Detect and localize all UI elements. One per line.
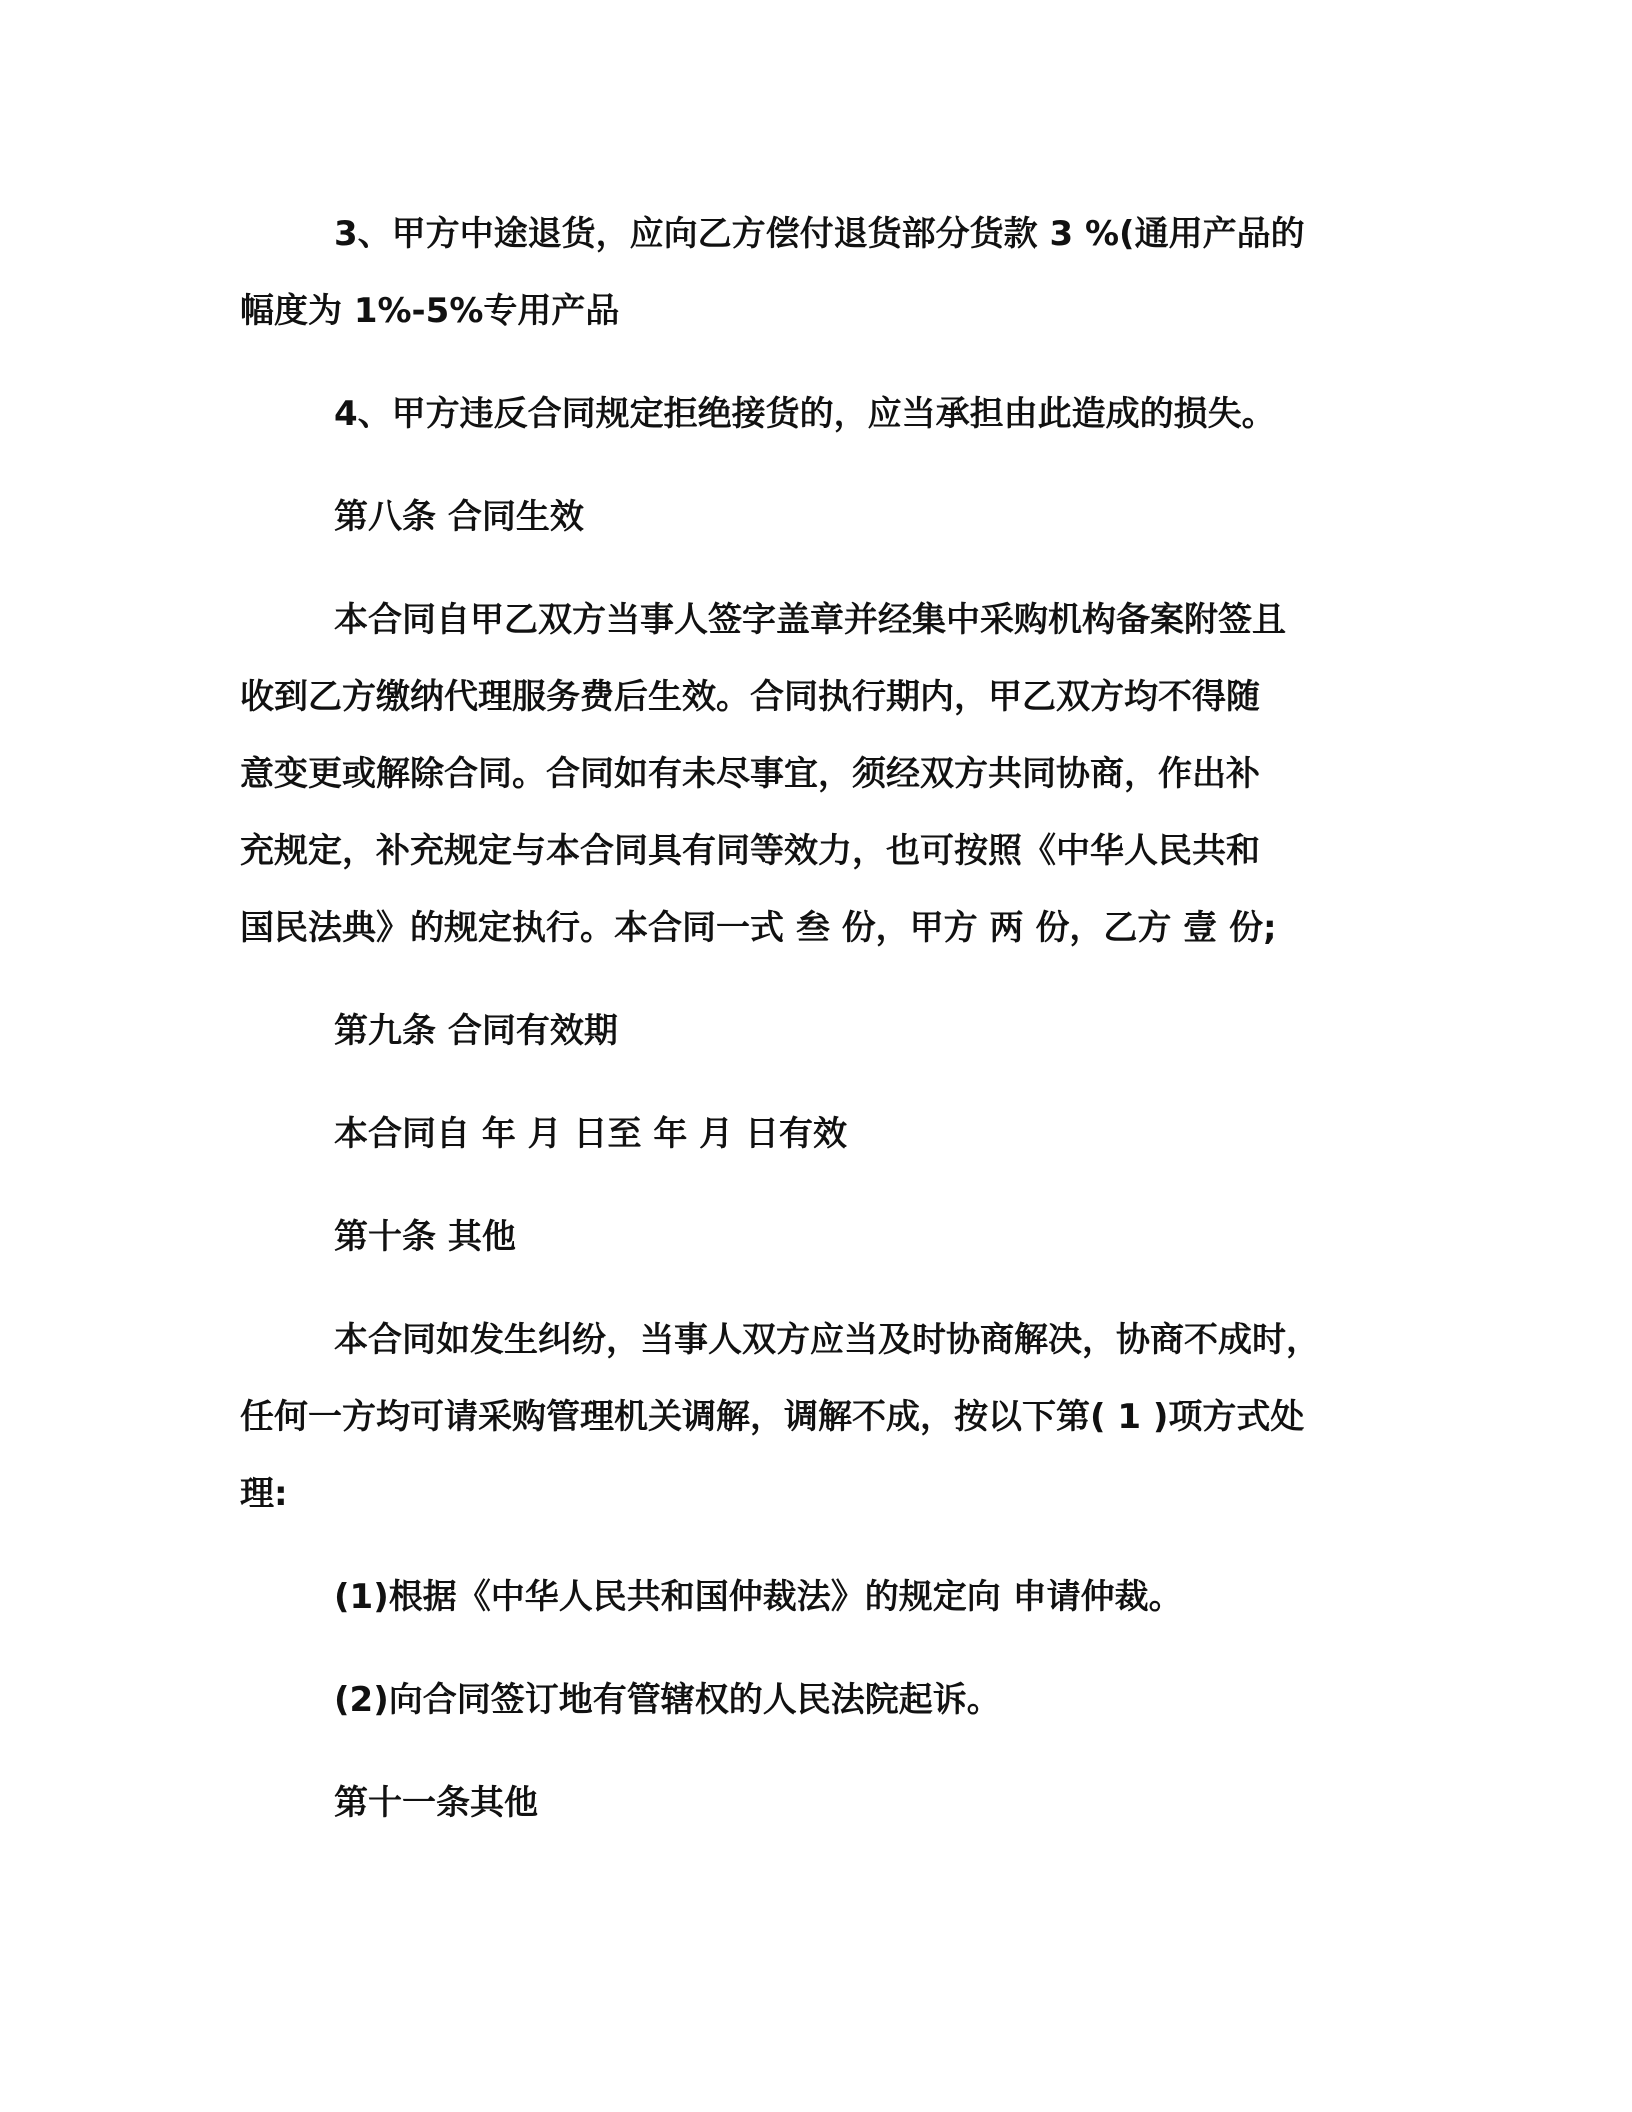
article-8-heading	[240, 479, 1390, 556]
text-line: (2)向合同签订地有管辖权的人民法院起诉。	[334, 1680, 1001, 1720]
dispute-option-2	[240, 1662, 1390, 1739]
clause-item-3	[240, 196, 1390, 350]
text-line: 3、甲方中途退货，应向乙方偿付退货部分货款 3 %(通用产品的	[334, 214, 1305, 254]
text-line: 本合同自 年 月 日至 年 月 日有效	[334, 1114, 848, 1154]
article-10-heading	[240, 1199, 1390, 1276]
text-line: 第八条 合同生效	[334, 497, 584, 537]
article-8-body	[240, 582, 1390, 967]
text-line: 第九条 合同有效期	[334, 1011, 618, 1051]
text-line: 任何一方均可请采购管理机关调解，调解不成，按以下第( 1 )项方式处	[240, 1397, 1305, 1437]
document-body	[240, 196, 1390, 1842]
text-line: 充规定，补充规定与本合同具有同等效力，也可按照《中华人民共和	[240, 831, 1260, 871]
dispute-option-1	[240, 1559, 1390, 1636]
text-line: 4、甲方违反合同规定拒绝接货的，应当承担由此造成的损失。	[334, 394, 1276, 434]
article-11-heading	[240, 1765, 1390, 1842]
article-10-body	[240, 1302, 1390, 1533]
text-line: 幅度为 1%-5%专用产品	[240, 291, 620, 331]
text-line: (1)根据《中华人民共和国仲裁法》的规定向 申请仲裁。	[334, 1577, 1183, 1617]
text-line: 收到乙方缴纳代理服务费后生效。合同执行期内，甲乙双方均不得随	[240, 677, 1260, 717]
text-line: 第十一条其他	[334, 1783, 538, 1823]
text-line: 意变更或解除合同。合同如有未尽事宜，须经双方共同协商，作出补	[240, 754, 1260, 794]
text-line: 本合同如发生纠纷，当事人双方应当及时协商解决，协商不成时，	[334, 1320, 1320, 1360]
text-line: 第十条 其他	[334, 1217, 516, 1257]
text-line: 国民法典》的规定执行。本合同一式 叁 份，甲方 两 份，乙方 壹 份;	[240, 908, 1277, 948]
text-line: 理:	[240, 1474, 288, 1514]
text-line: 本合同自甲乙双方当事人签字盖章并经集中采购机构备案附签且	[334, 600, 1286, 640]
article-9-heading	[240, 993, 1390, 1070]
clause-item-4	[240, 376, 1390, 453]
article-9-body	[240, 1096, 1390, 1173]
